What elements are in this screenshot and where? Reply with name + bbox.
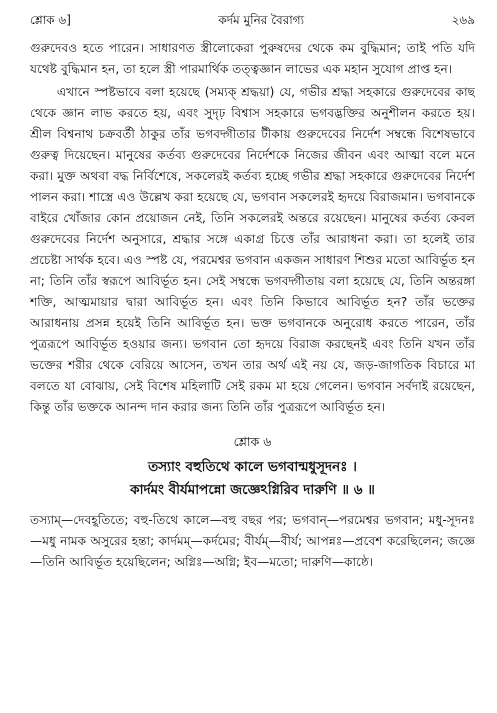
chapter-title: কর্দম মুনির বৈরাগ্য xyxy=(218,13,305,27)
word-for-word-synonyms: তস্যাম্—দেবহূতিতে; বহু-তিথে কালে—বহু বছর পর; ভগবান্—পরমেশ্বর ভগবান; মধু-সূদনঃ—মধু নামক অসুরের হন্তা; কার্দমম্—কর্দমের; বীর্যম্—বীর্য; আপন্নঃ—প্রবেশ করেছিলেন; জজ্ঞে—তিনি আবির্ভূত হয়েছিলেন; অগ্নিঃ—অগ্নি; ইব—মতো; দারুণি—কাষ্ঠে। xyxy=(30,513,475,569)
paragraph: গুরুদেবও হতে পারেন। সাধারণত স্ত্রীলোকেরা পুরুষদের থেকে কম বুদ্ধিমান; তাই পতি যদি যথেষ্ট বুদ্ধিমান হন, তা হলে স্ত্রী পারমার্থিক তত্ত্বজ্ঞান লাভের এক মহান সুযোগ প্রাপ্ত হন। xyxy=(30,41,475,76)
purport-text xyxy=(30,38,475,418)
sanskrit-verse xyxy=(30,456,475,502)
page-number: ২৬৯ xyxy=(451,13,475,27)
verse-title: শ্লোক ৬ xyxy=(233,434,272,449)
page-header xyxy=(30,12,475,38)
paragraph: এখানে স্পষ্টভাবে বলা হয়েছে (সম্যক্ শ্রদ্ধয়া) যে, গভীর শ্রদ্ধা সহকারে গুরুদেবের কাছ থেকে জ্ঞান লাভ করতে হয়, এবং সুদৃঢ় বিশ্বাস সহকারে ভগবদ্ভক্তির অনুশীলন করতে হয়। শ্রীল বিশ্বনাথ চক্রবর্তী ঠাকুর তাঁর ভগবদ্গীতার টীকায় গুরুদেবের নির্দেশ সম্বন্ধে বিশেষভাবে গুরুত্ব দিয়েছেন। মানুষের কর্তব্য গুরুদেবের নির্দেশকে নিজের জীবন এবং আত্মা বলে মনে করা। মুক্ত অথবা বদ্ধ নির্বিশেষে, সকলেরই কর্তব্য হচ্ছে গভীর শ্রদ্ধা সহকারে গুরুদেবের নির্দেশ পালন করা। শাস্ত্রে এও উল্লেখ করা হয়েছে যে, ভগবান সকলেরই হৃদয়ে বিরাজমান। ভগবানকে বাইরে খোঁজার কোন প্রয়োজন নেই, তিনি সকলেরই অন্তরে রয়েছেন। মানুষের কর্তব্য কেবল গুরুদেবের নির্দেশ অনুসারে, শ্রদ্ধার সঙ্গে একাগ্র চিত্তে তাঁর আরাধনা করা। তা হলেই তার প্রচেষ্টা সার্থক হবে। এও স্পষ্ট যে, পরমেশ্বর ভগবান একজন সাধারণ শিশুর মতো আবির্ভূত হন না; তিনি তাঁর স্বরূপে আবির্ভূত হন। সেই সম্বন্ধে ভগবদ্গীতায় বলা হয়েছে যে, তিনি অন্তরঙ্গা শক্তি, আত্মমায়ার দ্বারা আবির্ভূত হন। এবং তিনি কিভাবে আবির্ভূত হন? তাঁর ভক্তের আরাধনায় প্রসন্ন হয়েই তিনি আবির্ভূত হন। ভক্ত ভগবানকে অনুরোধ করতে পারেন, তাঁর পুত্ররূপে আবির্ভূত হওয়ার জন্য। ভগবান তো হৃদয়ে বিরাজ করছেনই এবং তিনি যখন তাঁর ভক্তের শরীর থেকে বেরিয়ে আসেন, তখন তার অর্থ এই নয় যে, জড়-জাগতিক বিচারে মা বলতে যা বোঝায়, সেই বিশেষ মহিলাটি সেই রকম মা হয়ে গেলেন। ভগবান সর্বদাই রয়েছেন, কিন্তু তাঁর ভক্তকে আনন্দ দান করার জন্য তিনি তাঁর পুত্ররূপে আবির্ভূত হন। xyxy=(30,85,475,414)
verse-line-2: কার্দমং বীর্যমাপন্নো জজ্ঞেঽগ্নিরিব দারুণি ॥ ৬ ॥ xyxy=(130,482,375,498)
verse-line-1: তস্যাং বহুতিথে কালে ভগবান্মধুসূদনঃ । xyxy=(148,459,357,475)
verse-reference: শ্লোক ৬] xyxy=(30,13,71,27)
